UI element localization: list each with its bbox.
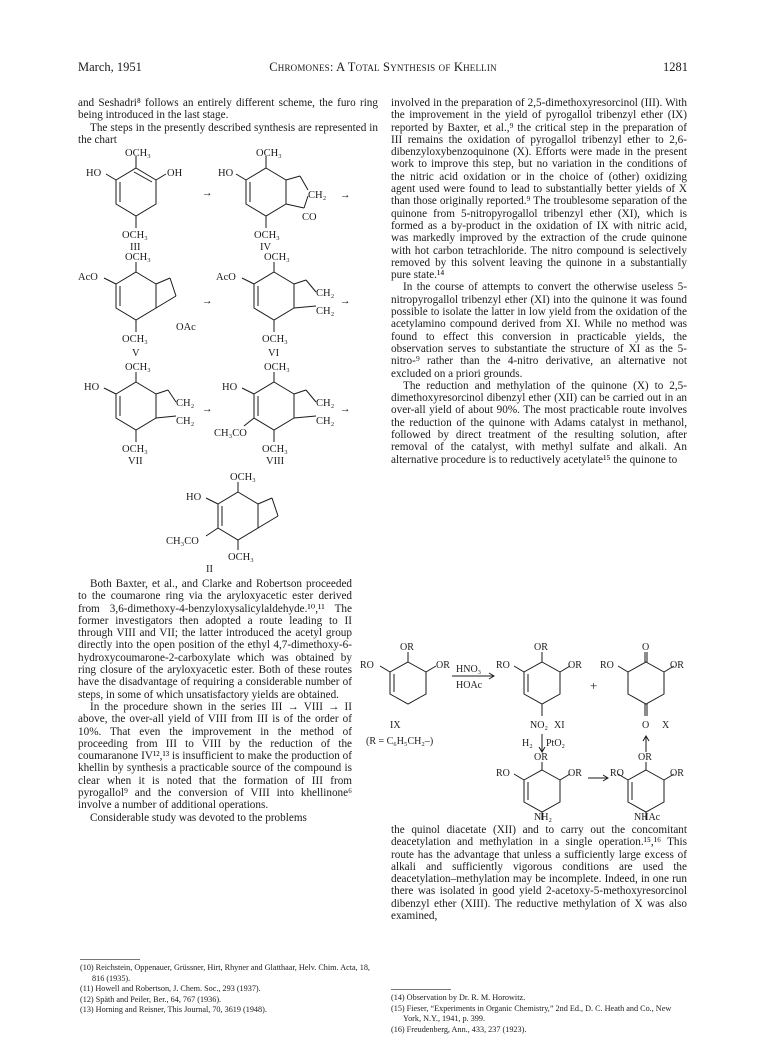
label-nh2: NH₂ — [534, 812, 552, 823]
footnote: (11) Howell and Robertson, J. Chem. Soc., 293 (1937). — [80, 984, 261, 993]
label-o: O — [642, 642, 650, 653]
paragraph: In the procedure shown in the series III → VIII → II above, the over-all yield of VIII from III is of the order of 10%. That even the improvement in the method of proceeding from III to VIII by the reduction of the coumaranone IV¹²,¹³ is insufficient to make the production of khellin by synthesis a practicable source of the compound is clear when it is noted that the formation of III from pyrogallol⁹ and the conversion of VIII into khellinone⁶ involve a number of additional operations. — [78, 700, 352, 812]
label-och3: OCH₃ — [262, 334, 288, 345]
reaction-arrow: → — [202, 188, 213, 199]
label-ro: RO — [496, 768, 510, 779]
paragraph: The steps in the presently described synthesis are represented in the chart — [78, 121, 378, 146]
structure-VII — [84, 362, 195, 467]
label-no2: NO₂ — [530, 720, 548, 731]
label-och3: OCH₃ — [122, 334, 148, 345]
paragraph: Considerable study was devoted to the problems — [90, 811, 307, 824]
footnote: (15) Fieser, “Experiments in Organic Chemistry,” 2nd Ed., D. C. Heath and Co., New York, N.Y., 1941, p. 399. — [391, 1003, 672, 1023]
label-och3: OCH₃ — [230, 472, 256, 483]
footnote: (10) Reichstein, Oppenauer, Grüssner, Hirt, Rhyner and Glatthaar, Helv. Chim. Acta, 18, 816 (1935). — [80, 963, 370, 983]
label-ho: HO — [186, 492, 202, 503]
label-o: O — [642, 720, 650, 731]
label-acetyl: CH₃CO — [214, 428, 247, 439]
label-och3: OCH₃ — [264, 362, 290, 373]
compound-number: VI — [268, 348, 280, 359]
paragraph: involved in the preparation of 2,5-dimethoxyresorcinol (III). With the improvement in the yield of pyrogallol tribenzyl ether (IX) reported by Baxter, et al.,⁹ the critical step in the preparation of III remains the oxidation of pyrogallol tribenzyl ether to 2,6-dibenzyloxybenzoquinone (X). Efforts were made in the present work to improve this step, but no variation in the conditions of the nitric acid oxidation or in the choice of (other) oxidizing agent used were found to lead to substantially better yields of X than those originally reported.⁹ The troublesome separation of the quinone from 5-nitropyrogallol tribenzyl ether (XI), which is formed as a by-product in the oxidation of IX with nitric acid, was markedly improved by the extraction of the crude quinone with hot carbon tetrachloride. The nitro compound is selectively removed by this solvent leaving the quinone in a substantially pure state.¹⁴ — [391, 97, 687, 282]
compound-number: VIII — [266, 456, 285, 467]
compound-number: II — [206, 564, 213, 572]
label-ro: RO — [496, 660, 510, 671]
footnote: (14) Observation by Dr. R. M. Horowitz. — [391, 993, 526, 1002]
structure-amine — [496, 752, 582, 820]
structure-acetamide — [610, 752, 684, 820]
label-och3: OCH₃ — [122, 444, 148, 455]
compound-number: VII — [128, 456, 143, 467]
left-column-bottom — [78, 578, 352, 824]
synthesis-chart — [78, 146, 378, 572]
footnote-rule — [80, 959, 140, 960]
label-ro: RO — [610, 768, 624, 779]
footnotes-right — [391, 993, 687, 1035]
header-title: Chromones: A Total Synthesis of Khellin — [269, 60, 497, 74]
compound-number: V — [132, 348, 140, 359]
label-aco: AcO — [78, 272, 98, 283]
right-column-bottom — [391, 824, 687, 922]
header-date: March, 1951 — [78, 60, 142, 74]
structure-XI — [496, 642, 582, 731]
label-ch2: CH₂ — [316, 306, 335, 317]
paragraph: In the course of attempts to convert the otherwise useless 5-nitropyrogallol tribenzyl ether (XI) into the quinone it was found possible to isolate the latter in low yield from the oxidation of the acetylamino compound derived from XI. While no method was found to effect this conversion in practicable yields, the observation serves to substantiate the structure of XI as the 5-nitro-⁹ rather than the 4-nitro derivative, an alternative not excluded on a priori grounds. — [391, 281, 687, 380]
structure-II — [166, 472, 278, 572]
reagent-label: PtO₂ — [546, 738, 566, 749]
structure-X — [600, 642, 684, 731]
compound-number: X — [662, 720, 670, 731]
paragraph: and Seshadri⁸ follows an entirely different scheme, the furo ring being introduced in the last stage. — [78, 97, 378, 122]
label-och3: OCH₃ — [122, 230, 148, 241]
label-och3: OCH₃ — [125, 362, 151, 373]
structure-VIII — [214, 362, 335, 467]
reaction-arrow: → — [202, 404, 213, 415]
label-ch2: CH₂ — [176, 416, 195, 427]
right-column-top — [391, 97, 687, 466]
structure-VI — [216, 252, 335, 359]
footnote-rule — [391, 989, 451, 990]
label-ch2: CH₂ — [316, 288, 335, 299]
label-or: OR — [436, 660, 450, 671]
label-ho: HO — [86, 168, 102, 179]
label-or: OR — [568, 768, 582, 779]
reaction-arrow: → — [340, 404, 351, 415]
label-ch2: CH₂ — [316, 398, 335, 409]
label-och3: OCH₃ — [228, 552, 254, 563]
label-ho: HO — [218, 168, 234, 179]
label-ho: HO — [84, 382, 100, 393]
structure-III — [86, 148, 183, 253]
label-ho: HO — [222, 382, 238, 393]
label-or: OR — [534, 642, 548, 653]
label-or: OR — [670, 660, 684, 671]
footnote: (12) Späth and Peiler, Ber., 64, 767 (1936). — [80, 994, 222, 1004]
reagent-label: H₂ — [522, 738, 533, 749]
footnotes-left — [80, 963, 380, 1016]
page-number: 1281 — [663, 60, 688, 74]
label-or: OR — [400, 642, 414, 653]
running-header — [78, 60, 688, 78]
label-och3: OCH₃ — [125, 252, 151, 263]
reaction-arrow: → — [202, 296, 213, 307]
label-ch2: CH₂ — [316, 416, 335, 427]
label-och3: OCH₃ — [262, 444, 288, 455]
reaction-arrow: → — [340, 296, 351, 307]
label-ch2: CH₂ — [176, 398, 195, 409]
label-acetyl: CH₃CO — [166, 536, 199, 547]
structure-IV — [218, 148, 327, 253]
reaction-arrow: → — [340, 190, 351, 201]
label-ro: RO — [600, 660, 614, 671]
compound-number: XI — [554, 720, 565, 731]
structure-IX — [360, 642, 450, 731]
paragraph: Both Baxter, et al., and Clarke and Robertson proceeded to the coumarone ring via the aryloxyacetic ester derived from 3,6-dimethoxy-4-benzyloxysalicylaldehyde.¹⁰,¹¹ The former investigators then adopted a route leading to II through VIII and VII; the latter introduced the acetyl group directly into the open position of the ethyl 4,7-dimethoxy-6-hydroxycoumarone-2-carboxylate which was obtained by ring closure of the aryloxyacetic ester. Both of these routes have the disadvantage of requiring a considerable number of steps, in some of which unsatisfactory yields are obtained. — [78, 578, 352, 701]
reagent-label: HNO₃ — [456, 664, 482, 675]
label-och3: OCH₃ — [264, 252, 290, 263]
footnote: (13) Horning and Reisner, This Journal, 70, 3619 (1948). — [80, 1005, 267, 1014]
compound-number: IV — [260, 242, 272, 253]
label-or: OR — [568, 660, 582, 671]
reaction-scheme — [356, 640, 688, 822]
r-definition: (R = C₆H₅CH₂–) — [366, 736, 434, 747]
left-column-top — [78, 97, 378, 146]
label-or: OR — [670, 768, 684, 779]
structure-V — [78, 252, 196, 359]
paragraph: the quinol diacetate (XII) and to carry out the concomitant deacetylation and methylation in a single operation.¹⁵,¹⁶ This route has the advantage that unless a sufficiently large excess of alkali and sufficiently vigorous conditions are used the deacetylation–methylation may be incomplete. Indeed, in one run there was isolated in good yield 2-acetoxy-5-methoxyresorcinol dibenzyl ether (XIII). The reductive methylation of X was also examined, — [391, 824, 687, 923]
label-och3: OCH₃ — [254, 230, 280, 241]
plus-sign: + — [590, 678, 598, 693]
label-nhac: NHAc — [634, 812, 661, 823]
label-or: OR — [638, 752, 652, 763]
label-och3: OCH₃ — [125, 148, 151, 159]
compound-number: III — [130, 242, 141, 253]
reagent-label: HOAc — [456, 680, 483, 691]
paragraph: The reduction and methylation of the quinone (X) to 2,5-dimethoxyresorcinol dibenzyl ether (XII) can be carried out in an over-all yield of about 90%. The most practicable route involves the reduction of the quinone with Adams catalyst in methanol, followed by direct treatment of the resulting solution, after removal of the catalyst, with methyl sulfate and alkali. An alternative procedure is to reductively acetylate¹⁵ the quinone to — [391, 379, 687, 466]
label-ch2: CH₂ — [308, 190, 327, 201]
label-co: CO — [302, 212, 317, 223]
label-och3: OCH₃ — [256, 148, 282, 159]
label-or: OR — [534, 752, 548, 763]
label-aco: AcO — [216, 272, 236, 283]
compound-number: IX — [390, 720, 401, 731]
footnote: (16) Freudenberg, Ann., 433, 237 (1923). — [391, 1024, 527, 1034]
label-oac: OAc — [176, 322, 196, 333]
label-ro: RO — [360, 660, 374, 671]
label-oh: OH — [167, 168, 183, 179]
